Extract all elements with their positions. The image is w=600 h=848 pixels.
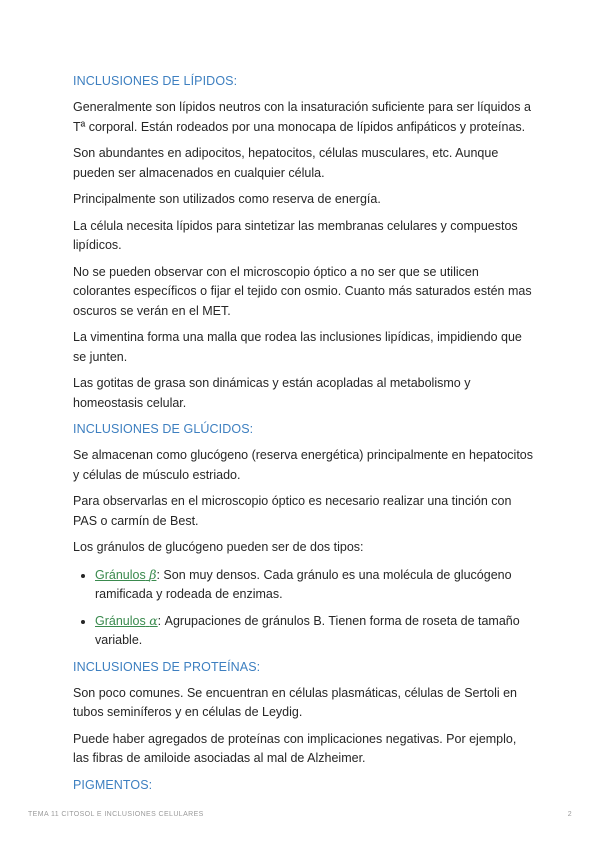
paragraph: Puede haber agregados de proteínas con implicaciones negativas. Por ejemplo, las fibras de amiloide asociadas al mal de Alzheimer. bbox=[73, 731, 517, 765]
section-heading-glucidos: INCLUSIONES DE GLÚCIDOS: bbox=[73, 422, 254, 436]
list-item-text: : Agrupaciones de gránulos B. Tienen forma de roseta de tamaño variable. bbox=[95, 613, 520, 647]
paragraph: Generalmente son lípidos neutros con la insaturación suficiente para ser líquidos a Tª corporal. Están rodeados por una monocapa de lípidos anfipáticos y proteínas. bbox=[73, 100, 531, 134]
paragraph: Para observarlas en el microscopio óptico es necesario realizar una tinción con PAS o carmín de Best. bbox=[73, 494, 512, 528]
list-item-granulos-alpha bbox=[95, 611, 535, 651]
section-heading-pigmentos: PIGMENTOS: bbox=[73, 777, 153, 792]
term-label: Gránulos bbox=[95, 613, 146, 628]
page-number: 2 bbox=[567, 811, 572, 818]
paragraph: Los gránulos de glucógeno pueden ser de dos tipos: bbox=[73, 540, 364, 554]
footer-title: TEMA 11 CITOSOL E INCLUSIONES CELULARES bbox=[28, 811, 204, 818]
paragraph: No se pueden observar con el microscopio óptico a no ser que se utilicen colorantes específicos o fijar el tejido con osmio. Cuanto más saturados estén mas oscuros se verán en el MET. bbox=[73, 264, 532, 318]
paragraph: La vimentina forma una malla que rodea las inclusiones lipídicas, impidiendo que se junten. bbox=[73, 330, 522, 364]
document-page bbox=[73, 72, 535, 802]
section-heading-lipidos: INCLUSIONES DE LÍPIDOS: bbox=[73, 74, 238, 88]
greek-symbol: β bbox=[149, 566, 157, 582]
section-heading-proteinas: INCLUSIONES DE PROTEÍNAS: bbox=[73, 659, 261, 674]
granulos-link[interactable] bbox=[95, 568, 156, 582]
list-item-text: : Son muy densos. Cada gránulo es una molécula de glucógeno ramificada y rodeada de enzimas. bbox=[95, 567, 512, 601]
paragraph: Son abundantes en adipocitos, hepatocitos, células musculares, etc. Aunque pueden ser almacenados en cualquier célula. bbox=[73, 146, 499, 180]
granule-types-list bbox=[73, 565, 535, 651]
granulos-link[interactable] bbox=[95, 614, 158, 628]
term-label: Gránulos bbox=[95, 567, 146, 582]
greek-symbol: α bbox=[149, 612, 158, 628]
paragraph: Las gotitas de grasa son dinámicas y están acopladas al metabolismo y homeostasis celular. bbox=[73, 376, 471, 410]
list-item-granulos-beta bbox=[95, 565, 535, 605]
paragraph: Son poco comunes. Se encuentran en células plasmáticas, células de Sertoli en tubos seminíferos y en células de Leydig. bbox=[73, 685, 518, 719]
paragraph: La célula necesita lípidos para sintetizar las membranas celulares y compuestos lipídicos. bbox=[73, 218, 518, 252]
paragraph: Se almacenan como glucógeno (reserva energética) principalmente en hepatocitos y células de músculo estriado. bbox=[73, 448, 533, 482]
paragraph: Principalmente son utilizados como reserva de energía. bbox=[73, 192, 381, 206]
